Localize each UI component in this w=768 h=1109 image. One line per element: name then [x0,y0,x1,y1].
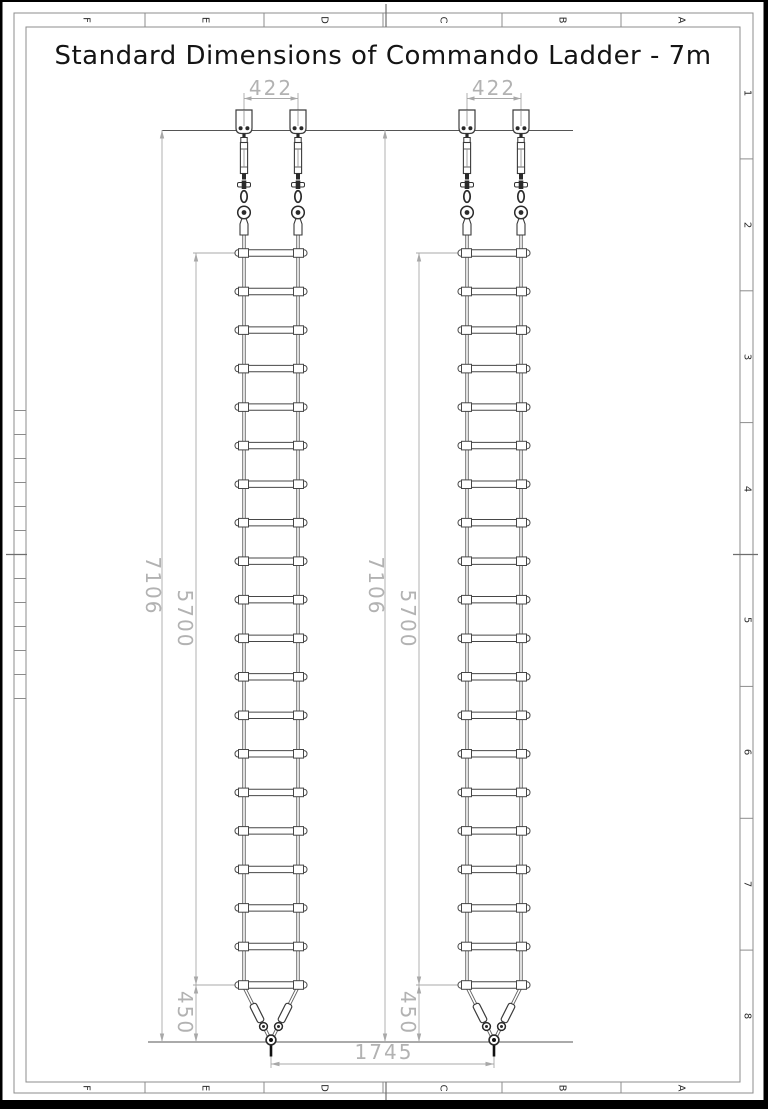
grid-row-1: 1 [741,89,752,97]
grid-row-6: 6 [741,748,752,756]
dim-hanger-spacing-left: 422 [248,76,294,100]
grid-col-top-a: A [675,16,686,24]
dim-rung-section-left: 5700 [173,589,197,649]
grid-row-5: 5 [741,616,752,624]
grid-col-bottom-c: C [437,1084,448,1091]
grid-row-7: 7 [741,880,752,888]
grid-col-top-d: D [318,16,329,24]
grid-col-top-b: B [556,16,567,24]
centering-marks [6,4,758,1101]
ladder-left [160,93,307,1068]
ladder-right [383,93,530,1068]
grid-row-2: 2 [741,221,752,229]
grid-col-bottom-a: A [675,1084,686,1091]
grid-col-top-c: C [437,16,448,24]
grid-row-3: 3 [741,353,752,361]
dim-overall-length-right: 7106 [364,556,388,616]
ladder-spacing-dimension [271,1062,494,1066]
dim-bottom-tail-left: 450 [173,990,197,1036]
frame-graduations [6,13,753,1093]
sheet-outline [14,13,753,1093]
dim-ladder-spacing: 1745 [354,1040,414,1064]
grid-col-bottom-e: E [199,1084,210,1091]
grid-col-top-e: E [199,16,210,24]
grid-col-top-f: F [80,17,91,23]
grid-row-8: 8 [741,1012,752,1020]
dim-rung-section-right: 5700 [396,589,420,649]
grid-col-bottom-b: B [556,1084,567,1091]
grid-col-bottom-f: F [80,1084,91,1091]
dim-hanger-spacing-right: 422 [471,76,517,100]
dim-bottom-tail-right: 450 [396,990,420,1036]
dim-overall-length-left: 7106 [141,556,165,616]
sheet-frame [6,4,758,1101]
grid-row-4: 4 [741,485,752,493]
content-frame [26,27,740,1082]
drawing-title: Standard Dimensions of Commando Ladder - 7m [54,41,712,71]
grid-col-bottom-d: D [318,1083,329,1092]
